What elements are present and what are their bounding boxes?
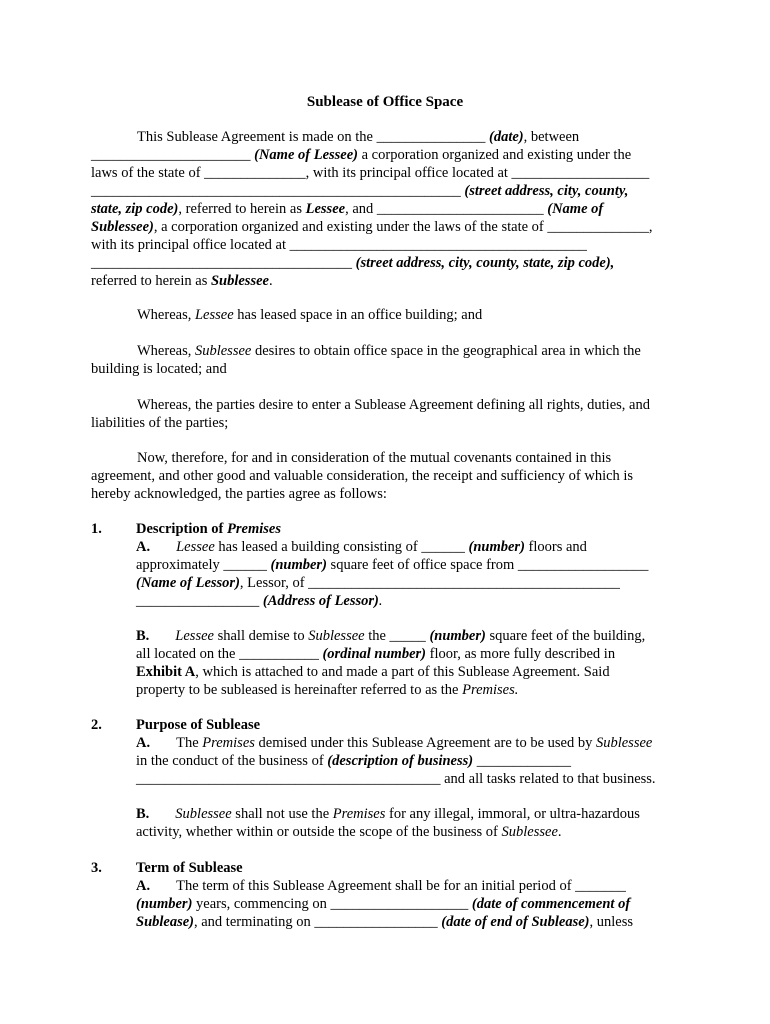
address-blank: ____________________________________ [91, 255, 356, 271]
subsection-label: A. [136, 735, 151, 751]
section-text: floors and [524, 539, 587, 555]
lessee-term: Lessee [305, 201, 346, 217]
intro-text: . [268, 273, 273, 289]
field-label: (number) [270, 557, 327, 573]
field-label: Sublease) [136, 914, 194, 930]
section-text: , and terminating on _________________ [194, 914, 442, 930]
exhibit-reference: Exhibit A [136, 664, 196, 680]
intro-text: laws of the state of ______________, with its principal office located at ___________________ [91, 165, 650, 181]
lessee-name-blank: ______________________ [91, 147, 255, 163]
subsection-2b [136, 805, 681, 841]
section-text: shall demise to [213, 628, 309, 644]
intro-paragraph [91, 128, 681, 290]
section-text: property to be subleased is hereinafter referred to as the [136, 682, 463, 698]
section-text: _____________ [473, 753, 571, 769]
lessee-term: Lessee [194, 307, 234, 323]
field-label: (Name of Lessor) [136, 575, 240, 591]
intro-text: , and _______________________ [345, 201, 548, 217]
section-text: __________________________________________ and all tasks related to that business. [136, 771, 656, 787]
section-text: the _____ [364, 628, 430, 644]
section-text: . [378, 593, 383, 609]
whereas-text: has leased space in an office building; and [233, 307, 483, 323]
section-heading: Term of Sublease [136, 860, 243, 876]
address-label: state, zip code) [91, 201, 179, 217]
intro-text: This Sublease Agreement is made on the _______________ [137, 129, 489, 145]
consideration-paragraph [91, 449, 681, 503]
section-text: demised under this Sublease Agreement are to be used by [254, 735, 596, 751]
section-text: years, commencing on ___________________ [192, 896, 472, 912]
premises-term: Premises [332, 806, 386, 822]
section-text: activity, whether within or outside the scope of the business of [136, 824, 502, 840]
lessee-term: Lessee [175, 628, 214, 644]
whereas-text: building is located; and [91, 361, 227, 377]
document-title: Sublease of Office Space [306, 94, 464, 110]
section-text: The [176, 735, 203, 751]
field-label: (date of end of Sublease) [441, 914, 590, 930]
section-purpose-of-sublease [136, 716, 681, 788]
section-text: , which is attached to and made a part of this Sublease Agreement. Said [195, 664, 610, 680]
consideration-text: agreement, and other good and valuable consideration, the receipt and sufficiency of which is [91, 468, 634, 484]
address-label: (street address, city, county, state, zip code), [355, 255, 615, 271]
section-text: . [557, 824, 562, 840]
address-blank: ___________________________________________________ [91, 183, 465, 199]
subsection-label: A. [136, 539, 151, 555]
sublessee-term: Sublessee [308, 628, 365, 644]
section-heading: Premises [227, 521, 281, 537]
whereas-text: liabilities of the parties; [91, 415, 229, 431]
section-number: 2. [91, 717, 102, 733]
sublessee-term: Sublessee [501, 824, 558, 840]
section-text: floor, as more fully described in [426, 646, 616, 662]
section-term-of-sublease [136, 859, 681, 931]
address-label: (street address, city, county, [464, 183, 629, 199]
sublessee-name-label: (Name of [547, 201, 604, 217]
section-description-of-premises [136, 520, 681, 610]
section-text: square feet of office space from __________________ [326, 557, 649, 573]
premises-term: Premises. [462, 682, 519, 698]
section-text: approximately ______ [136, 557, 271, 573]
section-text: _________________ [136, 593, 263, 609]
intro-text: a corporation organized and existing under the [358, 147, 632, 163]
lessee-name-label: (Name of Lessee) [254, 147, 358, 163]
field-label: (number) [136, 896, 193, 912]
whereas-text: Whereas, the parties desire to enter a Sublease Agreement defining all rights, duties, and [137, 397, 650, 413]
lessee-term: Lessee [176, 539, 215, 555]
field-label: (date of commencement of [471, 896, 631, 912]
intro-text: with its principal office located at _________________________________________ [91, 237, 587, 253]
whereas-paragraph-2 [91, 342, 681, 378]
field-label: (description of business) [327, 753, 474, 769]
section-text: shall not use the [231, 806, 333, 822]
sublessee-term: Sublessee [175, 806, 232, 822]
subsection-label: B. [136, 628, 150, 644]
sublessee-name-label: Sublessee) [91, 219, 154, 235]
sublessee-term: Sublessee [194, 343, 252, 359]
section-text: The term of this Sublease Agreement shall be for an initial period of _______ [176, 878, 626, 894]
section-heading: Description of [136, 521, 228, 537]
whereas-paragraph-3 [91, 396, 681, 432]
field-label: (ordinal number) [322, 646, 426, 662]
field-label: (Address of Lessor) [262, 593, 379, 609]
section-text: square feet of the building, [485, 628, 646, 644]
intro-text: referred to herein as [91, 273, 211, 289]
sublessee-term: Sublessee [210, 273, 269, 289]
section-text: for any illegal, immoral, or ultra-hazardous [385, 806, 640, 822]
subsection-label: B. [136, 806, 150, 822]
intro-text: , between [523, 129, 580, 145]
section-number: 3. [91, 860, 102, 876]
whereas-text: Whereas, [137, 343, 195, 359]
intro-text: , a corporation organized and existing under the laws of the state of ______________, [153, 219, 653, 235]
section-text: all located on the ___________ [136, 646, 323, 662]
subsection-label: A. [136, 878, 151, 894]
section-text: has leased a building consisting of ______ [214, 539, 469, 555]
section-text: in the conduct of the business of [136, 753, 328, 769]
whereas-text: desires to obtain office space in the geographical area in which the [251, 343, 641, 359]
section-heading: Purpose of Sublease [136, 717, 261, 733]
field-label: (number) [468, 539, 525, 555]
consideration-text: Now, therefore, for and in consideration of the mutual covenants contained in this [137, 450, 612, 466]
section-number: 1. [91, 521, 102, 537]
section-text: , unless [589, 914, 633, 930]
field-label: (number) [429, 628, 486, 644]
section-text: , Lessor, of ___________________________________________ [239, 575, 620, 591]
subsection-1b [136, 627, 681, 699]
premises-term: Premises [202, 735, 255, 751]
whereas-paragraph-1 [91, 306, 681, 324]
consideration-text: hereby acknowledged, the parties agree as follows: [91, 486, 387, 502]
date-field-label: (date) [488, 129, 524, 145]
sublessee-term: Sublessee [595, 735, 653, 751]
whereas-text: Whereas, [137, 307, 195, 323]
intro-text: , referred to herein as [178, 201, 306, 217]
